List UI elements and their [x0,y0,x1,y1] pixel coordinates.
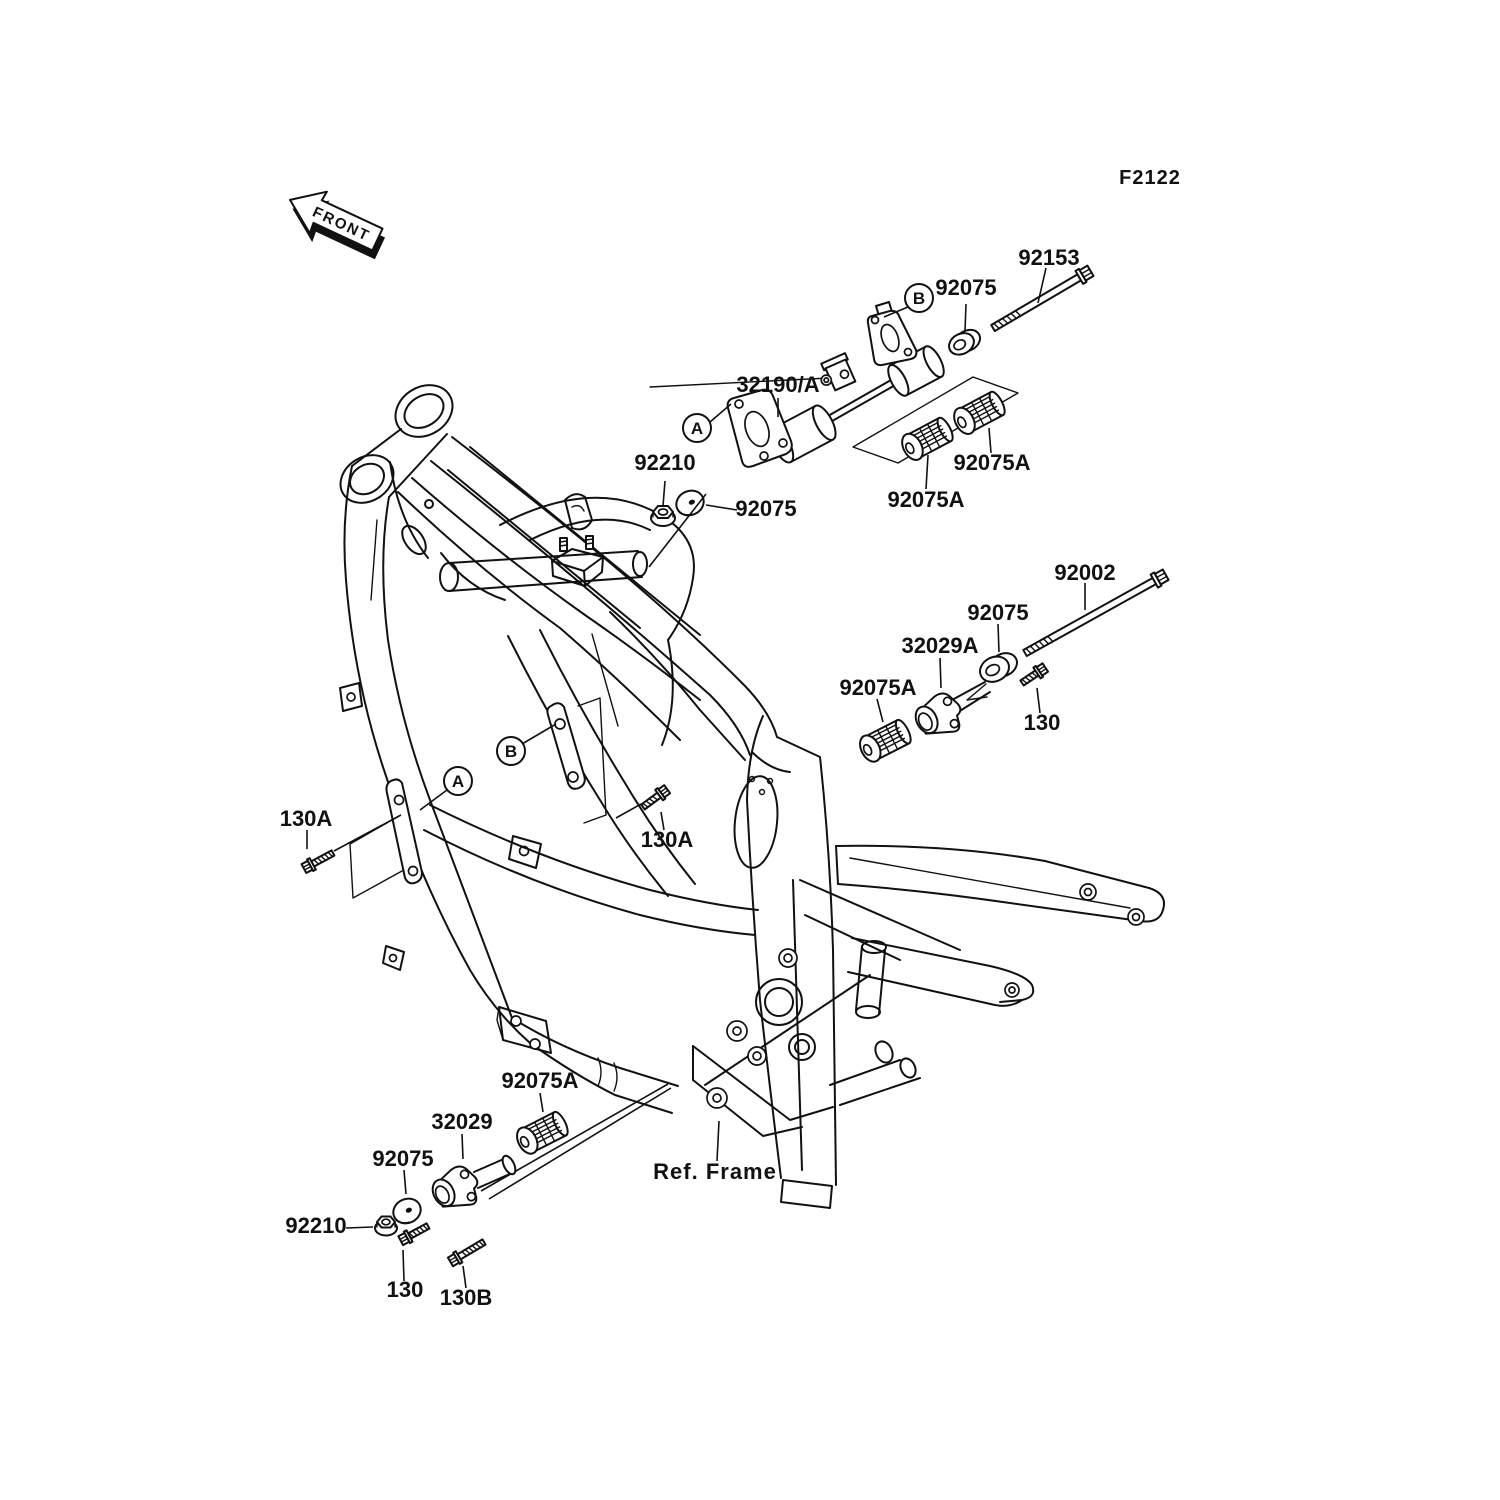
view-marker-b-upper-letter: B [912,289,926,308]
front-arrow-label: FRONT [309,203,373,246]
bushing-92075a-lower [513,1109,571,1157]
mid-mount-assembly [856,568,1169,765]
part-label-130-mid: 130 [1023,710,1061,735]
part-label-92075-mid: 92075 [967,600,1029,625]
bushing-92075a-upper-1 [898,415,956,464]
figure-code: F2122 [1119,167,1181,189]
view-marker-a-frame [420,767,472,810]
grommet-92075-mid [976,648,1022,687]
part-label-92075a-upper-1: 92075A [887,487,965,512]
view-marker-b-frame [497,724,556,765]
part-label-32029: 32029 [431,1109,493,1134]
bolt-130-lower [398,1220,431,1246]
bracket-32190-rear [868,302,917,365]
part-label-92075-lower: 92075 [372,1146,434,1171]
lower-mount-assembly [375,1084,671,1268]
bolt-92153 [989,264,1094,334]
part-label-32029a: 32029A [901,633,979,658]
part-label-92075-upper-left: 92075 [735,496,797,521]
part-label-130a-right: 130A [640,827,694,852]
bushing-92075a-upper-2 [950,389,1008,438]
front-arrow [278,179,392,269]
part-label-130b: 130B [439,1285,493,1310]
view-marker-b-upper [905,284,933,312]
ref-frame-label: Ref. Frame [653,1159,777,1184]
part-label-92075a-upper-2: 92075A [953,450,1031,475]
upper-mount-assembly [650,264,1094,526]
bushing-92075a-mid [856,717,914,765]
bolt-130a-left [301,847,336,874]
tube-clamp [815,353,857,394]
nut-92210-lower [375,1217,397,1236]
bracket-32190-front [728,390,792,467]
part-label-92075-upper: 92075 [935,275,997,300]
view-marker-a-upper [683,414,711,442]
part-label-92153: 92153 [1018,245,1080,270]
part-label-92210-upper: 92210 [634,450,696,475]
part-label-92210-lower: 92210 [285,1213,347,1238]
bolt-130b [447,1236,487,1267]
part-label-92075a-mid: 92075A [839,675,917,700]
frame-mount-plate-b [547,703,584,789]
part-label-130a-left: 130A [279,806,333,831]
steering-head-outer [386,375,462,448]
view-marker-a-frame-letter: A [451,772,465,791]
view-marker-a-upper-letter: A [690,419,704,438]
bolt-130-mid [1018,662,1049,688]
view-marker-b-frame-letter: B [504,742,518,761]
part-label-92075a-lower: 92075A [501,1068,579,1093]
bolt-130a-right [639,784,671,812]
part-label-92002: 92002 [1054,560,1116,585]
nut-92210-upper [651,506,675,526]
part-label-130-lower: 130 [386,1277,424,1302]
part-label-32190a: 32190/A [736,372,820,397]
